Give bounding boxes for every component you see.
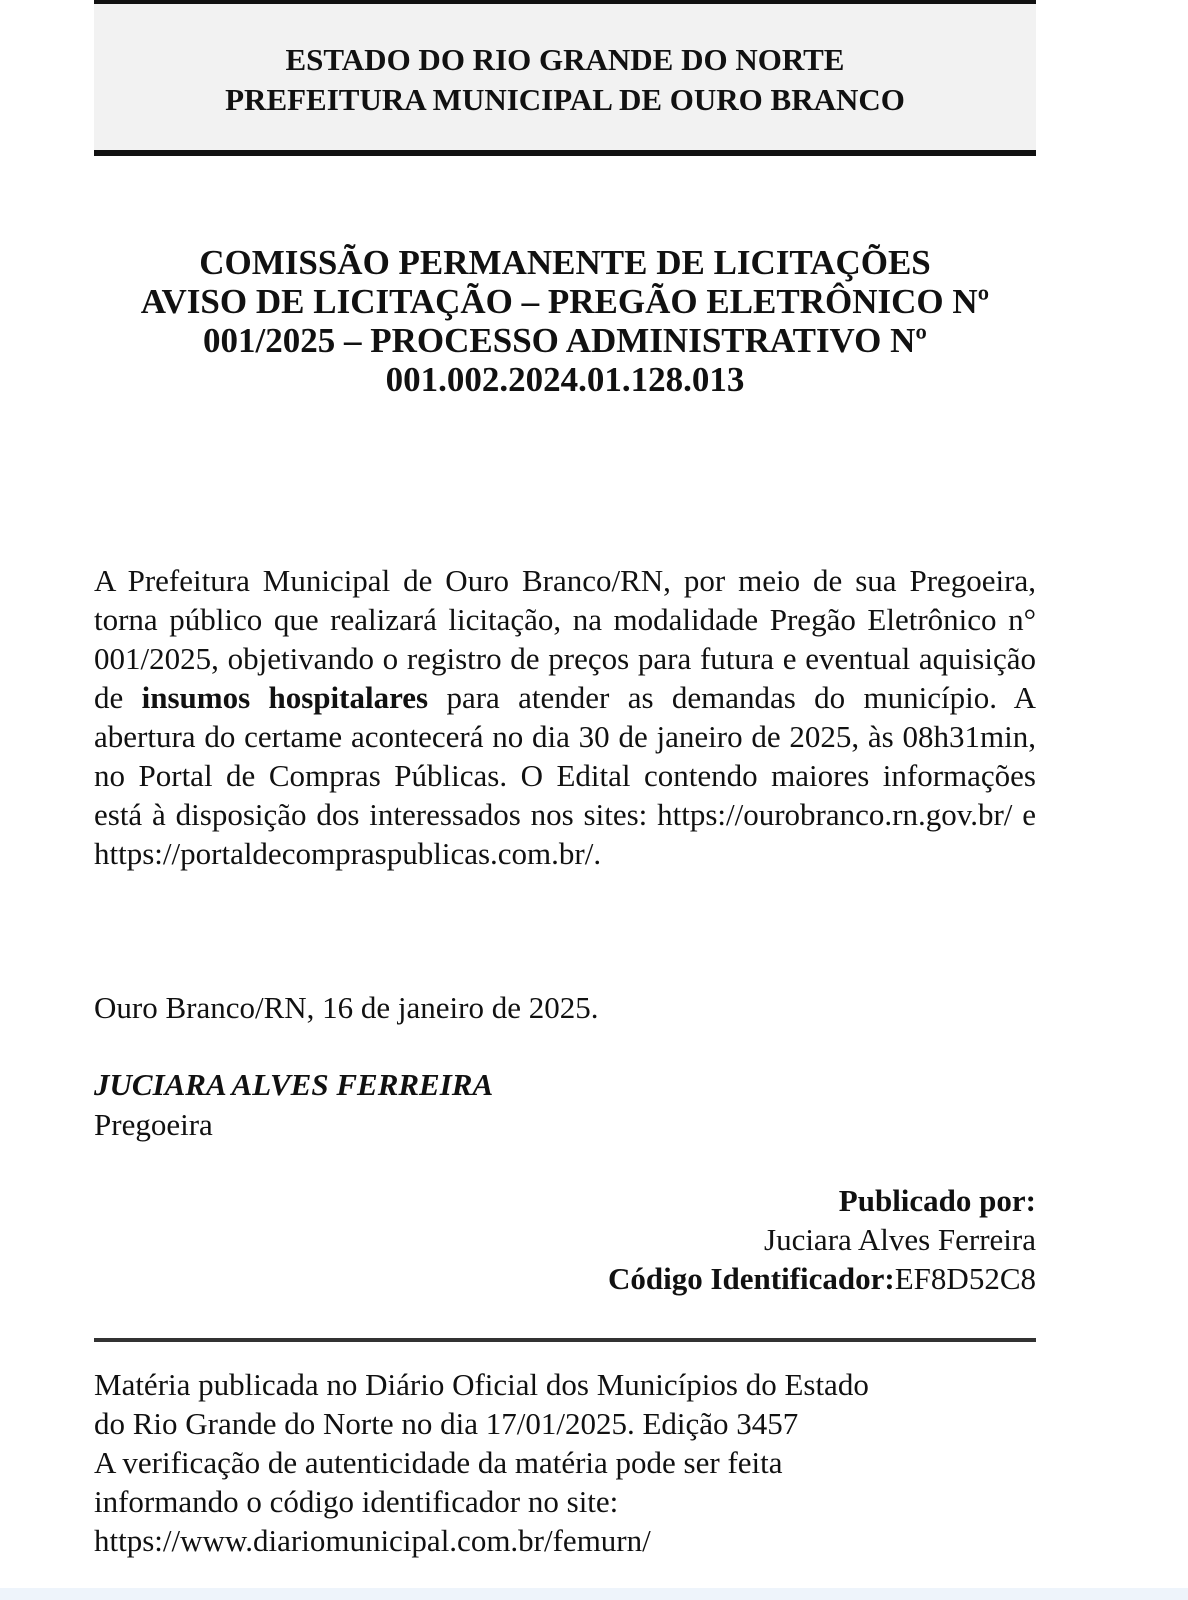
title-line: COMISSÃO PERMANENTE DE LICITAÇÕES [199,243,931,282]
title-line: 001/2025 – PROCESSO ADMINISTRATIVO Nº [203,321,927,360]
notice-date: Ouro Branco/RN, 16 de janeiro de 2025. [94,990,599,1025]
publisher-name: Juciara Alves Ferreira [764,1222,1036,1257]
title-line: AVISO DE LICITAÇÃO – PREGÃO ELETRÔNICO Nº [140,282,990,321]
bottom-edge [0,1588,1188,1600]
municipality-name: PREFEITURA MUNICIPAL DE OURO BRANCO [225,82,905,117]
published-by-label: Publicado por: [838,1183,1036,1218]
footer-line: do Rio Grande do Norte no dia 17/01/2025. Edição 3457 [94,1406,799,1441]
publication-footer [94,1365,869,1560]
notice-title [94,243,1036,399]
body-bold-text: insumos hospitalares [141,680,429,715]
signer-role: Pregoeira [94,1107,213,1142]
footer-line: informando o código identificador no site: [94,1484,619,1519]
footer-line: A verificação de autenticidade da matéria pode ser feita [94,1445,783,1480]
state-name: ESTADO DO RIO GRANDE DO NORTE [285,42,845,77]
header-divider [94,150,1036,156]
publication-info [608,1181,1036,1298]
header-text [94,40,1036,120]
signer-name: JUCIARA ALVES FERREIRA [94,1067,494,1102]
body-text: para atender as demandas do município. A abertura do certame acontecerá no dia 30 de janeiro de 2025, às 08h31min, no Portal de Compras Públicas. O Edital contendo maiores informações está à disposição dos interessados nos sites: https://ourobranco.rn.gov.br/ e https://portaldecompraspublicas.com.br/. [94,680,1036,871]
notice-body [94,561,1036,873]
footer-line: Matéria publicada no Diário Oficial dos Municípios do Estado [94,1367,869,1402]
verification-url: https://www.diariomunicipal.com.br/femurn/ [94,1523,651,1558]
document-header [94,0,1036,150]
signature-block [94,1065,493,1145]
identifier-code: EF8D52C8 [894,1261,1036,1296]
body-text: A Prefeitura Municipal de Ouro Branco/RN, por meio de sua Pregoeira, torna público que realizará licitação, na modalidade Pregão Eletrônico n° 001/2025, objetivando o registro de preços para futura e eventual aquisição de [94,563,1036,715]
code-label: Código Identificador: [608,1261,895,1296]
title-line: 001.002.2024.01.128.013 [385,360,745,399]
footer-divider [94,1338,1036,1342]
